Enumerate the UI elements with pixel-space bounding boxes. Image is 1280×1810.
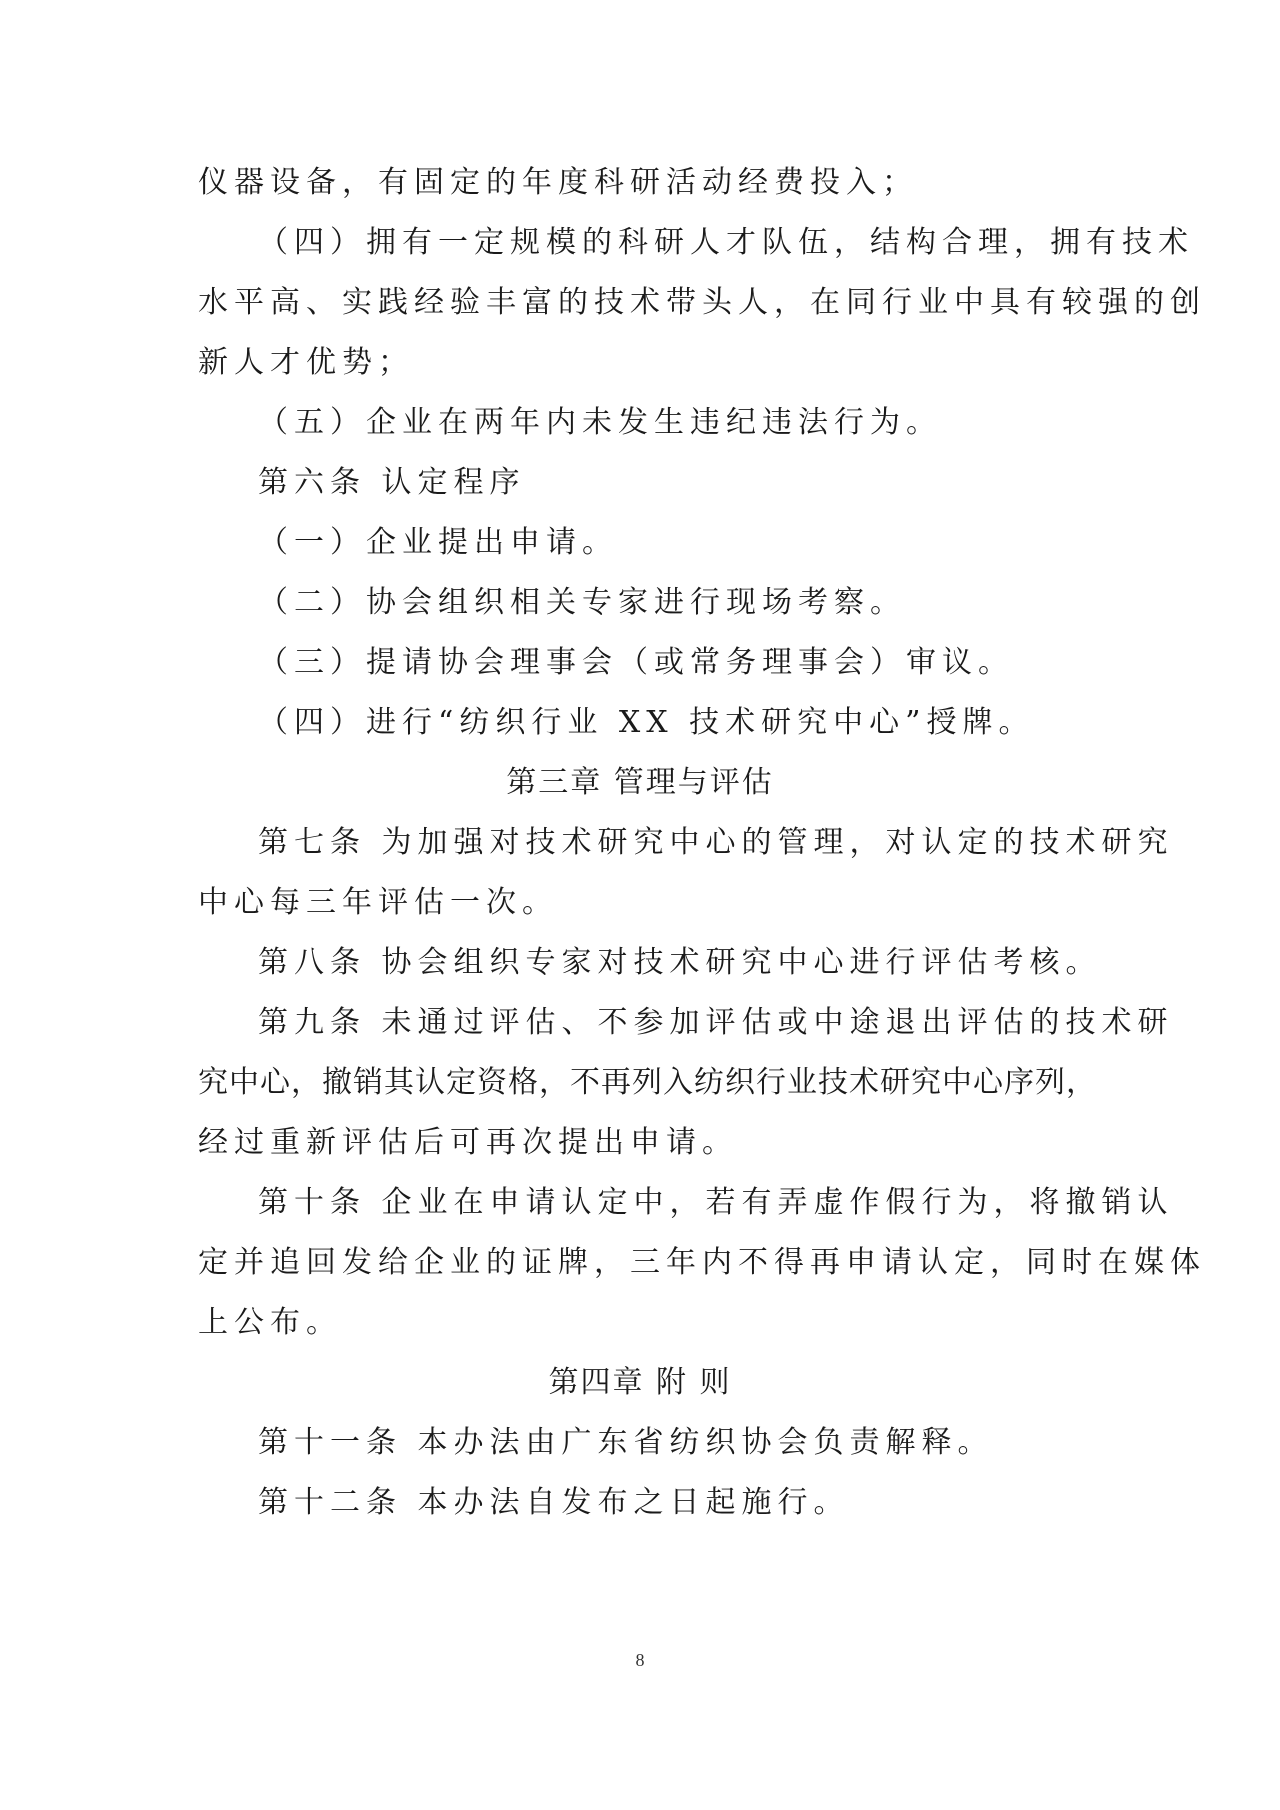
page-number: 8 (635, 1650, 645, 1670)
body-text-line: 第十二条 本办法自发布之日起施行。 (258, 1485, 850, 1520)
chapter-heading: 第三章 管理与评估 (506, 765, 774, 800)
body-text-line: 第十一条 本办法由广东省纺织协会负责解释。 (258, 1425, 994, 1460)
body-text-line: （二）协会组织相关专家进行现场考察。 (258, 585, 906, 620)
body-text-line: （四）拥有一定规模的科研人才队伍，结构合理，拥有技术 (258, 225, 1194, 260)
body-text-line: 第七条 为加强对技术研究中心的管理，对认定的技术研究 (258, 825, 1174, 860)
body-text-line: 经过重新评估后可再次提出申请。 (198, 1125, 738, 1160)
body-text-line: 第十条 企业在申请认定中，若有弄虚作假行为，将撤销认 (258, 1185, 1174, 1220)
article-heading: 第六条 认定程序 (258, 465, 526, 500)
chapter-heading: 第四章 附 则 (548, 1365, 732, 1400)
body-text-line: 第八条 协会组织专家对技术研究中心进行评估考核。 (258, 945, 1102, 980)
body-text-line: 中心每三年评估一次。 (198, 885, 558, 920)
body-text-line: 第九条 未通过评估、不参加评估或中途退出评估的技术研 (258, 1005, 1174, 1040)
body-text-line: （四）进行“纺织行业 XX 技术研究中心”授牌。 (258, 705, 1035, 740)
body-text-line: 仪器设备，有固定的年度科研活动经费投入； (198, 165, 918, 200)
body-text-line: （一）企业提出申请。 (258, 525, 618, 560)
body-text-line: 新人才优势； (198, 345, 414, 380)
body-text-line: （五）企业在两年内未发生违纪违法行为。 (258, 405, 942, 440)
body-text-line: （三）提请协会理事会（或常务理事会）审议。 (258, 645, 1014, 680)
body-text-line: 究中心，撤销其认定资格，不再列入纺织行业技术研究中心序列， (198, 1065, 1097, 1100)
body-text-line: 水平高、实践经验丰富的技术带头人，在同行业中具有较强的创 (198, 285, 1206, 320)
body-text-line: 上公布。 (198, 1305, 342, 1340)
body-text-line: 定并追回发给企业的证牌，三年内不得再申请认定，同时在媒体 (198, 1245, 1206, 1280)
